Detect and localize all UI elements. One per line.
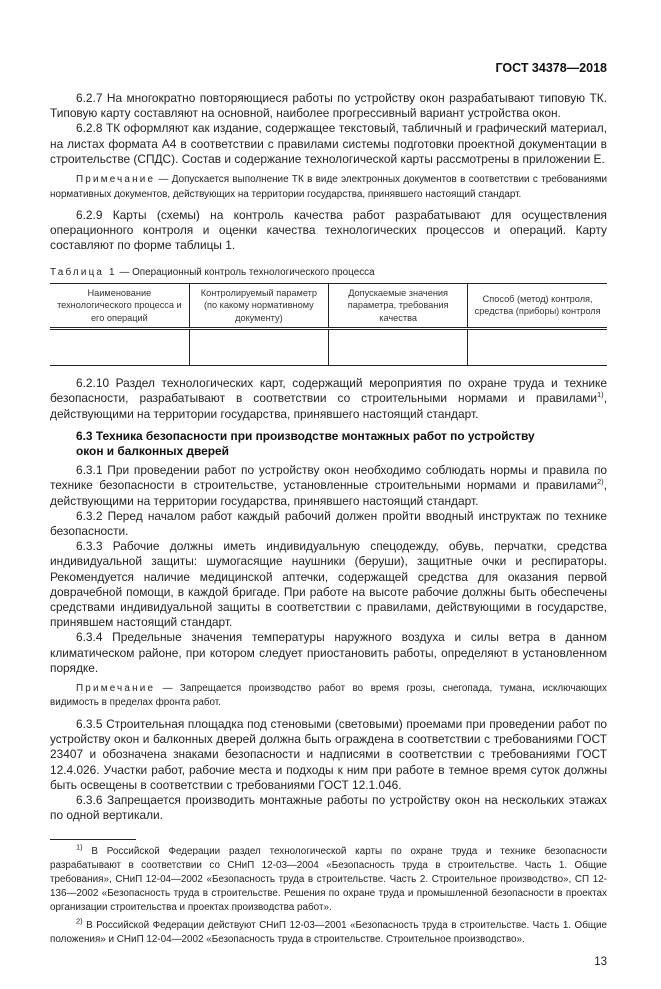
paragraph-6-3-1	[50, 463, 607, 509]
table-cell	[189, 329, 328, 366]
paragraph-6-3-4: 6.3.4 Предельные значения температуры наружного воздуха и силы ветра в данном климатическом районе, при котором следует приостановить работы, определяют в установленном порядке.	[50, 630, 607, 675]
footnote-1	[50, 845, 607, 915]
footnotes	[50, 839, 607, 947]
paragraph-text: , действующими на территории государства, принявшего настоящий стандарт.	[50, 391, 607, 421]
footnote-marker: 2)	[76, 917, 83, 927]
operational-control-table	[50, 283, 607, 367]
table-caption-text: — Операционный контроль технологического процесса	[116, 266, 375, 278]
footnote-divider	[50, 839, 136, 840]
paragraph-text: 6.3.1 При проведении работ по устройству окон необходимо соблюдать нормы и правила по технике безопасности в строительстве, установленные строительными нормами и правилами	[50, 463, 607, 493]
paragraph-6-3-2: 6.3.2 Перед началом работ каждый рабочий должен пройти вводный инструктаж по технике безопасности.	[50, 508, 607, 538]
footnote-ref: 1)	[597, 390, 604, 400]
paragraph-6-3-3: 6.3.3 Рабочие должны иметь индивидуальную спецодежду, обувь, перчатки, средства индивидуальной защиты: шумогасящие наушники (беруши), защитные очки и респираторы. Рекомендуется наличие медицинской аптечки, содержащей средства для оказания первой доврачебной помощи, в каждой бригаде. При работе на высоте рабочие должны быть обеспечены средствами индивидуальной защиты в соответствии с правилами, действующими в государстве, принявшем настоящий стандарт.	[50, 539, 607, 630]
note-label: Примечание	[76, 682, 156, 694]
note-1	[50, 173, 607, 202]
table-cell	[329, 329, 468, 366]
paragraph-text: 6.2.10 Раздел технологических карт, содержащий мероприятия по охране труда и технике безопасности, разрабатывают в соответствии со строительными нормами и правилами	[50, 376, 607, 406]
document-body	[50, 91, 607, 823]
paragraph-6-2-8: 6.2.8 ТК оформляют как издание, содержащее текстовый, табличный и графический материал, на листах формата А4 в соответствии с правилами системы подготовки проектной документации в строительстве (СПДС). Состав и содержание технологической карты рассмотрены в приложении Е.	[50, 121, 607, 166]
table-header-row	[50, 283, 607, 329]
table-header-cell: Контролируемый параметр (по какому нормативному документу)	[189, 283, 328, 329]
table-header-cell: Допускаемые значения параметра, требования качества	[329, 283, 468, 329]
footnote-marker: 1)	[76, 843, 83, 853]
note-text: — Допускается выполнение ТК в виде электронных документов в соответствии с требованиями нормативных документов, действующих на территории государства, принявшего настоящий стандарт.	[50, 174, 607, 200]
table-cell	[50, 329, 189, 366]
paragraph-text: , действующими на территории государства, принявшего настоящий стандарт.	[50, 478, 607, 508]
footnote-ref: 2)	[597, 477, 604, 487]
table-cell	[468, 329, 607, 366]
table-row	[50, 329, 607, 366]
note-label: Примечание	[76, 174, 156, 186]
footnote-text: В Российской Федерации раздел технологической карты по охране труда и технике безопасности разрабатывают в соответствии со СНиП 12-03—2004 «Безопасность труда в строительстве. Часть 1. Общие требования», СНиП 12-04—2002 «Безопасность труда в строительстве. Часть 2. Строительное производство», СП 12-136—2002 «Безопасность труда в строительстве. Решения по охране труда и промышленной безопасности в проектах организации строительства и проектах производства работ».	[50, 846, 607, 914]
table-caption-label: Таблица 1	[50, 266, 117, 278]
footnote-2	[50, 919, 607, 947]
table-header-cell: Наименование технологического процесса и его операций	[50, 283, 189, 329]
paragraph-6-2-9: 6.2.9 Карты (схемы) на контроль качества работ разрабатывают для осуществления операционного контроля и оценки качества технологических процессов и операций. Карту составляют по форме таблицы 1.	[50, 208, 607, 253]
table-caption	[50, 266, 607, 279]
page-number: 13	[594, 956, 607, 969]
table-header-cell: Способ (метод) контроля, средства (приборы) контроля	[468, 283, 607, 329]
paragraph-6-3-5: 6.3.5 Строительная площадка под стеновыми (световыми) проемами при проведении работ по устройству окон и балконных дверей должна быть ограждена в соответствии с требованиями ГОСТ 23407 и обозначена знаками безопасности и надписями в соответствии с требованиями ГОСТ 12.4.026. Участки работ, рабочие места и подходы к ним при работе в темное время суток должны быть освещены в соответствии с требованиями ГОСТ 12.1.046.	[50, 716, 607, 792]
note-2	[50, 682, 607, 711]
paragraph-6-2-10	[50, 376, 607, 422]
footnote-text: В Российской Федерации действуют СНиП 12-03—2001 «Безопасность труда в строительстве. Часть 1. Общие положения» и СНиП 12-04—2002 «Безопасность труда в строительстве. Строительное производство».	[50, 920, 607, 946]
document-header: ГОСТ 34378—2018	[495, 61, 607, 75]
paragraph-6-3-6: 6.3.6 Запрещается производить монтажные работы по устройству окон на нескольких этажах по одной вертикали.	[50, 793, 607, 823]
document-page	[50, 0, 607, 989]
note-text: — Запрещается производство работ во время грозы, снегопада, тумана, исключающих видимость в пределах фронта работ.	[50, 682, 607, 709]
section-heading-6-3: 6.3 Техника безопасности при производстве монтажных работ по устройству окон и балконных дверей	[76, 428, 535, 458]
paragraph-6-2-7: 6.2.7 На многократно повторяющиеся работы по устройству окон разрабатывают типовую ТК. Типовую карту составляют на основной, наиболее прогрессивный вариант устройства окон.	[50, 91, 607, 121]
